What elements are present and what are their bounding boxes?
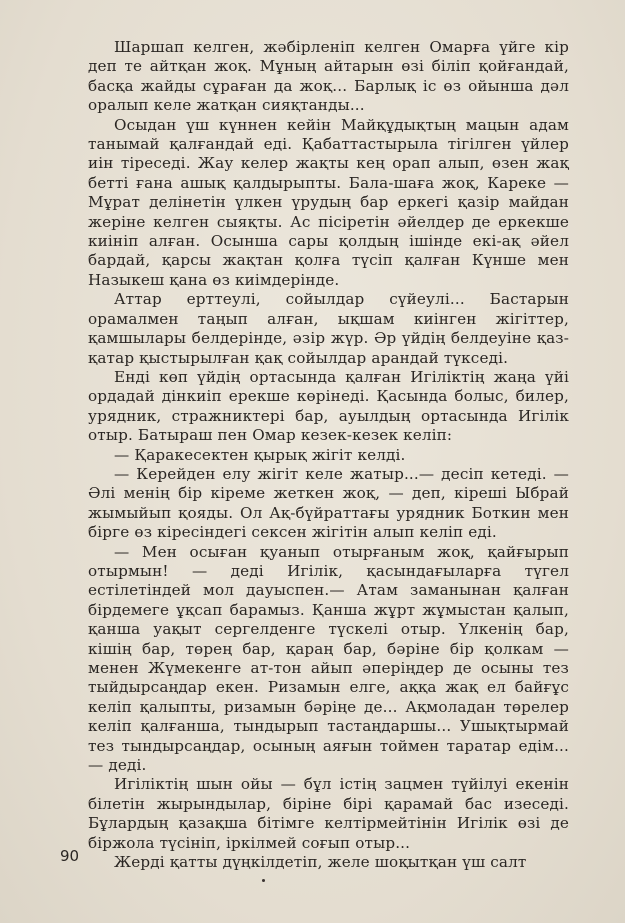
paragraph: Осыдан үш күннен кейін Майқұдықтың мацын адам танымай қалғандай еді. Қабаттастырыла тігілген үйлер иін тіреседі. Жау келер жақты кең орап алып, өзен жақ бетті ғана ашық қалдырыпты. Бала-шаға жоқ, Кареке — Мұрат делінетін үлкен үрудың бар еркегі қазір майдан жеріне келген сыяқты. Ас пісіретін әйелдер де еркекше киініп алған. Осынша сары қолдың ішінде екі-ақ әйел бардай, қарсы жақтан қолға түсіп қалған Күнше мен Назыкеш қана өз киімдерінде. [88, 115, 569, 289]
dialogue-line: — Қаракесектен қырық жігіт келді. [114, 445, 406, 464]
dialogue-line: — Мен осыған қуанып отырғаным жоқ, қайғырып отырмын! — деді Игілік, қасындағыларға түгел естілетіндей мол дауыспен.— Атам заманынан қалған бірдемеге ұқсап барамыз. Қанша жұрт жұмыстан қалып, қанша уақыт сергелденге түскелі отыр. Үлкенің бар, кішің бар, төрең бар, қараң бар, бәріне бір қолкам — менен Жүмекенге ат-тон айып әперіңдер де осыны тез тыйдырсаңдар екен. Ризамын елге, аққа жақ ел байғұс келіп қалыпты, ризамын бәріңе де... Ақмоладан төрелер келіп қалғанша, тындырып тастаңдаршы... Ушықтырмай тез тындырсаңдар, осының аяғын тоймен таратар едім...— деді. [88, 542, 569, 775]
dialogue-line: — Керейден елу жігіт келе жатыр...— десіп кетеді. — Әлі менің бір кіреме жеткен жоқ, — деп, кіреші Ыбрай жымыйып қояды. Ол Ақ-бүйраттағы урядник Боткин мен бірге өз кіресіндегі сексен жігітін алып келіп еді. [88, 464, 569, 542]
page-number: 90 [60, 847, 80, 865]
paragraph: Енді көп үйдің ортасында қалған Игіліктің жаңа үйі ордадай дінкиіп ерекше көрінеді. Қасында болыс, билер, урядник, стражниктері бар, ауылдың ортасында Игілік отыр. Батыраш пен Омар кезек-кезек келіп: [88, 367, 569, 445]
paragraph: Аттар ерттеулі, сойылдар сүйеулі... Бастарын орамалмен таңып алған, ықшам киінген жігіттер, қамшылары белдерінде, әзір жүр. Әр үйдің белдеуіне қаз-қатар қыстырылған қақ сойылдар арандай түкседі. [88, 290, 569, 367]
paragraph: Жерді қатты дүңкілдетіп, желе шоқытқан үш салт [114, 853, 527, 872]
page-body-text [88, 38, 569, 872]
paragraph: Шаршап келген, жәбірленіп келген Омарға үйге кір деп те айтқан жоқ. Мұның айтарын өзі біліп қойғандай, басқа жайды сұраған да жоқ... Барлық іс өз ойынша дәл оралып келе жатқан сияқтанды... [88, 38, 569, 115]
paragraph: Игіліктің шын ойы — бұл істің зацмен түйілуі екенін білетін жырындылар, біріне бірі қарамай бас изеседі. Бұлардың қазақша бітімге келтірмейтінін Игілік өзі де біржола түсініп, іркілмей соғып отыр... [88, 775, 569, 852]
print-mark-dot [262, 879, 265, 882]
